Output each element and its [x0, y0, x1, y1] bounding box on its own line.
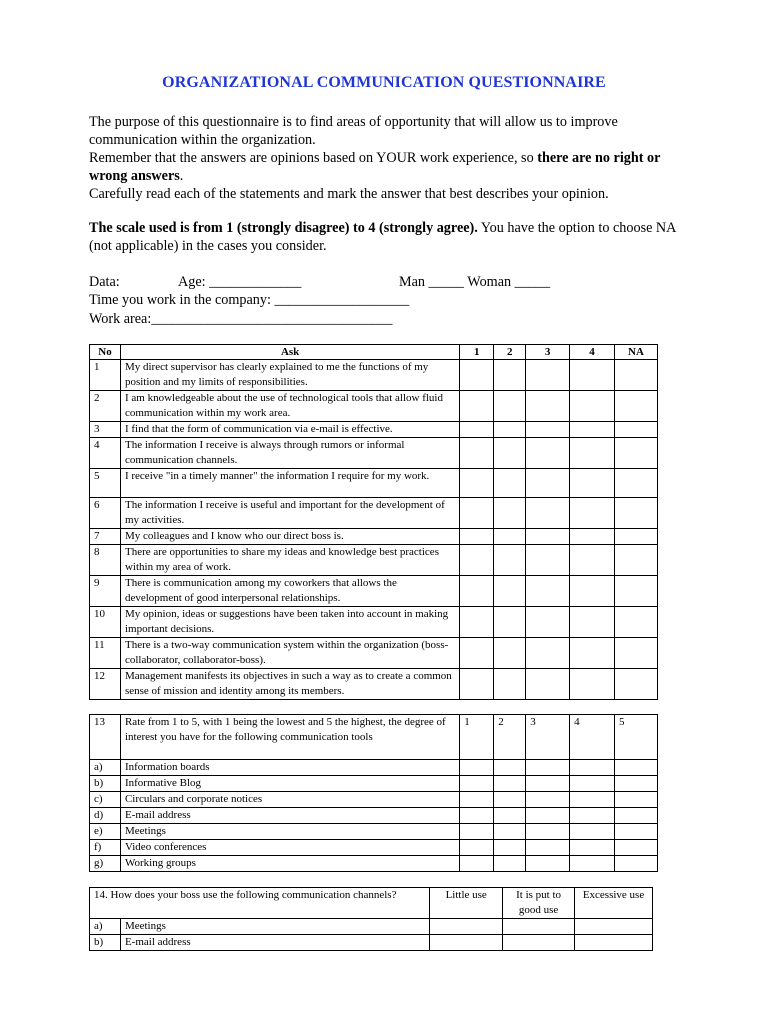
- usage-cell[interactable]: [575, 919, 653, 935]
- answer-cell[interactable]: [526, 391, 570, 422]
- answer-cell[interactable]: [526, 669, 570, 700]
- statement-number: 11: [90, 638, 121, 669]
- answer-cell[interactable]: [570, 607, 615, 638]
- statement-text: My direct supervisor has clearly explained to me the functions of my position and my limits of responsibilities.: [120, 360, 459, 391]
- statement-number: 4: [90, 438, 121, 469]
- answer-cell[interactable]: [615, 469, 658, 498]
- statement-text: I find that the form of communication via e-mail is effective.: [120, 422, 459, 438]
- page-title: ORGANIZATIONAL COMMUNICATION QUESTIONNAIRE: [162, 74, 606, 91]
- rating-cell[interactable]: [526, 792, 570, 808]
- tool-row: [90, 840, 658, 856]
- column-header: 2: [494, 345, 526, 360]
- answer-cell[interactable]: [494, 438, 526, 469]
- answer-cell[interactable]: [615, 607, 658, 638]
- tool-label: Circulars and corporate notices: [120, 792, 459, 808]
- tools-rating-table: [89, 714, 658, 872]
- statement-text: The information I receive is useful and important for the development of my activities.: [120, 498, 459, 529]
- rating-cell[interactable]: [615, 808, 658, 824]
- answer-cell[interactable]: [460, 360, 494, 391]
- rating-cell[interactable]: [460, 840, 494, 856]
- rating-cell[interactable]: [615, 776, 658, 792]
- tool-label: Working groups: [120, 856, 459, 872]
- tool-label: Video conferences: [120, 840, 459, 856]
- channel-row: [90, 935, 653, 951]
- statement-text: There are opportunities to share my ideas and knowledge best practices within my area of work.: [120, 545, 459, 576]
- answer-cell[interactable]: [494, 360, 526, 391]
- answer-cell[interactable]: [570, 422, 615, 438]
- scale-header: 1: [460, 715, 494, 760]
- rating-cell[interactable]: [570, 776, 615, 792]
- answer-cell[interactable]: [570, 498, 615, 529]
- answer-cell[interactable]: [460, 469, 494, 498]
- channel-label: E-mail address: [120, 935, 429, 951]
- statement-row: [90, 576, 658, 607]
- tool-key: g): [90, 856, 121, 872]
- answer-cell[interactable]: [526, 638, 570, 669]
- answer-cell[interactable]: [460, 669, 494, 700]
- answer-cell[interactable]: [570, 360, 615, 391]
- answer-cell[interactable]: [494, 607, 526, 638]
- statement-text: The information I receive is always through rumors or informal communication channels.: [120, 438, 459, 469]
- column-header: 3: [526, 345, 570, 360]
- rating-cell[interactable]: [570, 856, 615, 872]
- tool-label: E-mail address: [120, 808, 459, 824]
- answer-cell[interactable]: [494, 469, 526, 498]
- usage-cell[interactable]: [430, 935, 503, 951]
- usage-header: It is put to good use: [503, 888, 575, 919]
- statement-number: 6: [90, 498, 121, 529]
- answer-cell[interactable]: [615, 438, 658, 469]
- rating-cell[interactable]: [460, 792, 494, 808]
- question-number: 13: [90, 715, 121, 760]
- rating-cell[interactable]: [615, 856, 658, 872]
- scale-header: 3: [526, 715, 570, 760]
- statement-row: [90, 545, 658, 576]
- rating-cell[interactable]: [570, 808, 615, 824]
- answer-cell[interactable]: [570, 529, 615, 545]
- rating-cell[interactable]: [615, 840, 658, 856]
- answer-cell[interactable]: [460, 607, 494, 638]
- intro-reminder: Remember that the answers are opinions based on YOUR work experience, so there are no right or wrong answers.: [89, 150, 661, 184]
- statement-row: [90, 669, 658, 700]
- answer-cell[interactable]: [615, 669, 658, 700]
- rating-cell[interactable]: [494, 840, 526, 856]
- answer-cell[interactable]: [570, 545, 615, 576]
- answer-cell[interactable]: [494, 638, 526, 669]
- statements-header-row: [90, 345, 658, 360]
- channel-key: a): [90, 919, 121, 935]
- statement-number: 7: [90, 529, 121, 545]
- statement-row: [90, 360, 658, 391]
- scale-header: 4: [570, 715, 615, 760]
- column-header: 1: [460, 345, 494, 360]
- statement-row: [90, 438, 658, 469]
- answer-cell[interactable]: [570, 576, 615, 607]
- answer-cell[interactable]: [570, 438, 615, 469]
- statement-row: [90, 498, 658, 529]
- rating-cell[interactable]: [460, 760, 494, 776]
- rating-cell[interactable]: [615, 824, 658, 840]
- answer-cell[interactable]: [526, 469, 570, 498]
- rating-cell[interactable]: [526, 824, 570, 840]
- boss-channels-table: [89, 887, 653, 951]
- statement-text: There is a two-way communication system within the organization (boss-collaborator, collaborator-boss).: [120, 638, 459, 669]
- gender-field[interactable]: Man _____ Woman _____: [399, 274, 551, 290]
- rating-cell[interactable]: [494, 792, 526, 808]
- statement-row: [90, 469, 658, 498]
- scale-header: 5: [615, 715, 658, 760]
- answer-cell[interactable]: [526, 422, 570, 438]
- statement-number: 10: [90, 607, 121, 638]
- answer-cell[interactable]: [615, 391, 658, 422]
- intro-text: [89, 113, 689, 203]
- usage-cell[interactable]: [503, 919, 575, 935]
- usage-cell[interactable]: [503, 935, 575, 951]
- statement-text: I am knowledgeable about the use of technological tools that allow fluid communication within my work area.: [120, 391, 459, 422]
- answer-cell[interactable]: [526, 576, 570, 607]
- tool-row: [90, 792, 658, 808]
- answer-cell[interactable]: [460, 638, 494, 669]
- tool-row: [90, 856, 658, 872]
- statement-number: 2: [90, 391, 121, 422]
- statement-text: My colleagues and I know who our direct boss is.: [120, 529, 459, 545]
- answer-cell[interactable]: [570, 638, 615, 669]
- column-header: Ask: [120, 345, 459, 360]
- rating-cell[interactable]: [460, 824, 494, 840]
- statement-row: [90, 391, 658, 422]
- statement-number: 9: [90, 576, 121, 607]
- statement-text: I receive "in a timely manner" the information I require for my work.: [120, 469, 459, 498]
- question-text: Rate from 1 to 5, with 1 being the lowest and 5 the highest, the degree of interest you have for the following communication tools: [120, 715, 459, 760]
- statement-number: 5: [90, 469, 121, 498]
- rating-cell[interactable]: [526, 760, 570, 776]
- rating-cell[interactable]: [615, 760, 658, 776]
- rating-cell[interactable]: [494, 760, 526, 776]
- answer-cell[interactable]: [526, 498, 570, 529]
- question-text: 14. How does your boss use the following communication channels?: [90, 888, 430, 919]
- rating-cell[interactable]: [570, 840, 615, 856]
- rating-cell[interactable]: [615, 792, 658, 808]
- channel-key: b): [90, 935, 121, 951]
- rating-cell[interactable]: [494, 776, 526, 792]
- rating-cell[interactable]: [494, 808, 526, 824]
- rating-cell[interactable]: [570, 760, 615, 776]
- rating-cell[interactable]: [526, 776, 570, 792]
- time-in-company-field[interactable]: Time you work in the company: ___________________: [89, 292, 410, 308]
- answer-cell[interactable]: [460, 391, 494, 422]
- answer-cell[interactable]: [460, 545, 494, 576]
- rating-cell[interactable]: [526, 808, 570, 824]
- column-header: 4: [570, 345, 615, 360]
- answer-cell[interactable]: [494, 669, 526, 700]
- answer-cell[interactable]: [494, 545, 526, 576]
- answer-cell[interactable]: [615, 360, 658, 391]
- usage-header: Excessive use: [575, 888, 653, 919]
- rating-cell[interactable]: [460, 776, 494, 792]
- tool-row: [90, 760, 658, 776]
- rating-cell[interactable]: [570, 824, 615, 840]
- answer-cell[interactable]: [570, 669, 615, 700]
- channels-header-row: [90, 888, 653, 919]
- answer-cell[interactable]: [460, 576, 494, 607]
- column-header: NA: [615, 345, 658, 360]
- statement-row: [90, 607, 658, 638]
- answer-cell[interactable]: [494, 576, 526, 607]
- answer-cell[interactable]: [494, 498, 526, 529]
- statement-text: My opinion, ideas or suggestions have been taken into account in making important decisions.: [120, 607, 459, 638]
- tool-row: [90, 776, 658, 792]
- answer-cell[interactable]: [494, 529, 526, 545]
- tool-row: [90, 808, 658, 824]
- answer-cell[interactable]: [615, 529, 658, 545]
- tool-row: [90, 824, 658, 840]
- answer-cell[interactable]: [615, 422, 658, 438]
- answer-cell[interactable]: [460, 529, 494, 545]
- work-area-field[interactable]: Work area:__________________________________: [89, 311, 393, 327]
- statement-row: [90, 638, 658, 669]
- rating-cell[interactable]: [526, 856, 570, 872]
- answer-cell[interactable]: [460, 498, 494, 529]
- answer-cell[interactable]: [526, 607, 570, 638]
- column-header: No: [90, 345, 121, 360]
- answer-cell[interactable]: [494, 422, 526, 438]
- channel-row: [90, 919, 653, 935]
- usage-cell[interactable]: [575, 935, 653, 951]
- usage-header: Little use: [430, 888, 503, 919]
- tool-key: f): [90, 840, 121, 856]
- statement-number: 8: [90, 545, 121, 576]
- tool-key: e): [90, 824, 121, 840]
- answer-cell[interactable]: [526, 360, 570, 391]
- scale-text: The scale used is from 1 (strongly disagree) to 4 (strongly agree). You have the option to choose NA (not applicable) in the cases you consider.: [89, 220, 676, 254]
- age-field[interactable]: Age: _____________: [178, 274, 302, 290]
- answer-cell[interactable]: [526, 438, 570, 469]
- tool-key: a): [90, 760, 121, 776]
- answer-cell[interactable]: [460, 438, 494, 469]
- answer-cell[interactable]: [615, 498, 658, 529]
- rating-cell[interactable]: [570, 792, 615, 808]
- rating-cell[interactable]: [460, 808, 494, 824]
- tool-key: b): [90, 776, 121, 792]
- rating-cell[interactable]: [494, 856, 526, 872]
- channel-label: Meetings: [120, 919, 429, 935]
- scale-header: 2: [494, 715, 526, 760]
- statement-row: [90, 422, 658, 438]
- data-label: Data:: [89, 274, 120, 290]
- statement-number: 1: [90, 360, 121, 391]
- intro-instructions: Carefully read each of the statements and mark the answer that best describes your opinion.: [89, 186, 609, 202]
- answer-cell[interactable]: [460, 422, 494, 438]
- statement-number: 3: [90, 422, 121, 438]
- tool-label: Meetings: [120, 824, 459, 840]
- answer-cell[interactable]: [526, 529, 570, 545]
- answer-cell[interactable]: [615, 545, 658, 576]
- answer-cell[interactable]: [570, 391, 615, 422]
- rating-cell[interactable]: [460, 856, 494, 872]
- answer-cell[interactable]: [494, 391, 526, 422]
- intro-purpose: The purpose of this questionnaire is to find areas of opportunity that will allow us to improve communication within the organization.: [89, 114, 618, 148]
- answer-cell[interactable]: [526, 545, 570, 576]
- statement-text: Management manifests its objectives in such a way as to create a common sense of mission and identity among its members.: [120, 669, 459, 700]
- tool-key: d): [90, 808, 121, 824]
- tool-label: Information boards: [120, 760, 459, 776]
- answer-cell[interactable]: [615, 576, 658, 607]
- statement-number: 12: [90, 669, 121, 700]
- answer-cell[interactable]: [570, 469, 615, 498]
- answer-cell[interactable]: [615, 638, 658, 669]
- statement-row: [90, 529, 658, 545]
- usage-cell[interactable]: [430, 919, 503, 935]
- rating-question-row: [90, 715, 658, 760]
- statements-table: [89, 344, 658, 700]
- tool-key: c): [90, 792, 121, 808]
- rating-cell[interactable]: [494, 824, 526, 840]
- tool-label: Informative Blog: [120, 776, 459, 792]
- rating-cell[interactable]: [526, 840, 570, 856]
- statement-text: There is communication among my coworkers that allows the development of good interpersonal relationships.: [120, 576, 459, 607]
